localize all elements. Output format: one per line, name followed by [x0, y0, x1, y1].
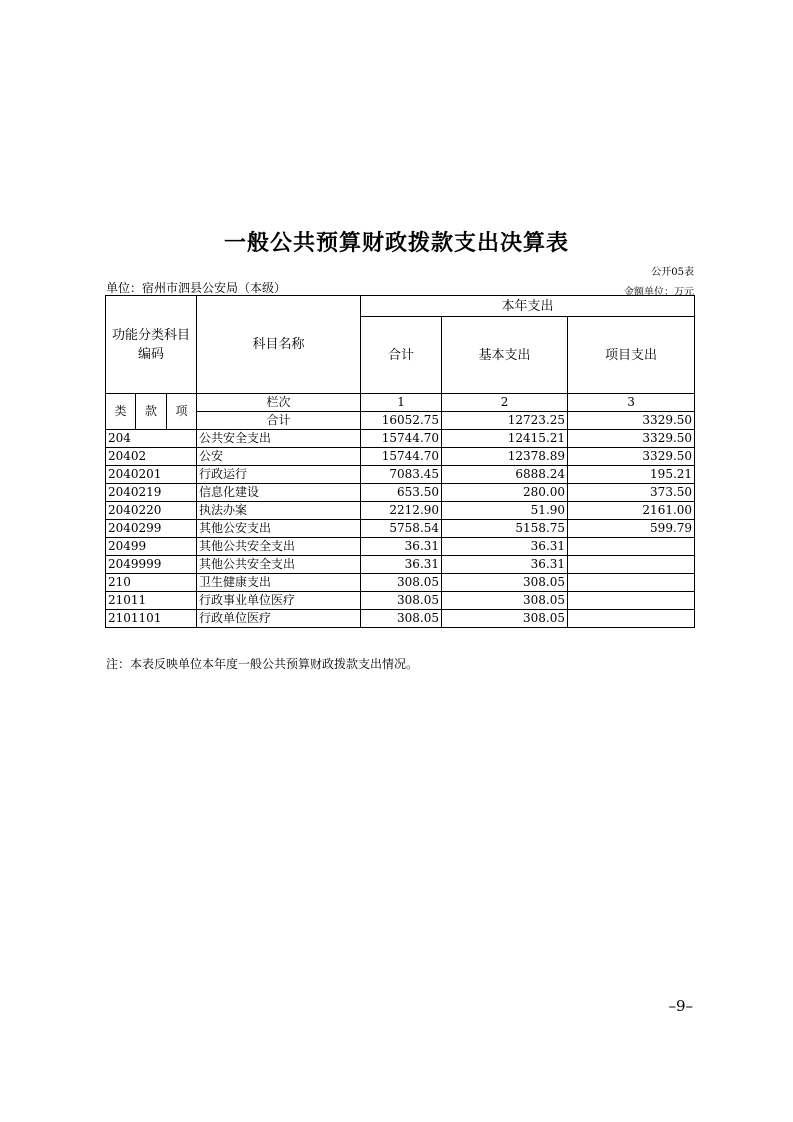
- total-amount: 16052.75: [361, 412, 442, 430]
- row-basic: 6888.24: [442, 466, 568, 484]
- row-basic: 5158.75: [442, 520, 568, 538]
- table-row: [106, 574, 695, 592]
- row-code: 20402: [106, 448, 197, 466]
- table-note: 注：本表反映单位本年度一般公共预算财政拨款支出情况。: [106, 657, 419, 671]
- row-total: 308.05: [361, 592, 442, 610]
- row-project: 599.79: [568, 520, 695, 538]
- header-code-group: 功能分类科目编码: [106, 296, 197, 394]
- row-code: 2101101: [106, 610, 197, 628]
- total-basic: 12723.25: [442, 412, 568, 430]
- row-basic: 308.05: [442, 592, 568, 610]
- total-project: 3329.50: [568, 412, 695, 430]
- header-subject-name: 科目名称: [197, 296, 361, 394]
- row-basic: 308.05: [442, 574, 568, 592]
- table-row: [106, 556, 695, 574]
- row-total: 5758.54: [361, 520, 442, 538]
- row-code: 2040201: [106, 466, 197, 484]
- row-project: [568, 610, 695, 628]
- row-project: 3329.50: [568, 448, 695, 466]
- row-total: 7083.45: [361, 466, 442, 484]
- row-project: [568, 538, 695, 556]
- row-code: 2040299: [106, 520, 197, 538]
- column-index-3: 3: [568, 394, 695, 412]
- row-total: 15744.70: [361, 448, 442, 466]
- row-name: 卫生健康支出: [197, 574, 361, 592]
- row-name: 其他公共安全支出: [197, 556, 361, 574]
- row-code: 204: [106, 430, 197, 448]
- row-name: 行政单位医疗: [197, 610, 361, 628]
- header-lei: 类: [106, 394, 136, 430]
- table-row: [106, 448, 695, 466]
- header-basic-expense: 基本支出: [442, 317, 568, 394]
- expenditure-table: [105, 295, 695, 628]
- row-name: 行政事业单位医疗: [197, 592, 361, 610]
- row-name: 公共安全支出: [197, 430, 361, 448]
- row-code: 2040219: [106, 484, 197, 502]
- column-index-1: 1: [361, 394, 442, 412]
- header-total: 合计: [361, 317, 442, 394]
- amount-unit-label: 金额单位：万元: [624, 287, 694, 298]
- row-code: 2040220: [106, 502, 197, 520]
- row-project: 2161.00: [568, 502, 695, 520]
- table-row: [106, 430, 695, 448]
- row-name: 其他公共安全支出: [197, 538, 361, 556]
- row-basic: 36.31: [442, 538, 568, 556]
- row-basic: 51.90: [442, 502, 568, 520]
- unit-label: 单位：宿州市泗县公安局（本级）: [106, 281, 287, 295]
- row-basic: 308.05: [442, 610, 568, 628]
- column-index-2: 2: [442, 394, 568, 412]
- row-total: 308.05: [361, 574, 442, 592]
- table-number: 公开05表: [651, 267, 694, 278]
- total-label: 合计: [197, 412, 361, 430]
- row-project: [568, 556, 695, 574]
- table-row: [106, 484, 695, 502]
- header-project-expense: 项目支出: [568, 317, 695, 394]
- row-basic: 12415.21: [442, 430, 568, 448]
- row-name: 执法办案: [197, 502, 361, 520]
- row-total: 308.05: [361, 610, 442, 628]
- page-number: –9–: [668, 997, 693, 1015]
- row-total: 15744.70: [361, 430, 442, 448]
- table-row: [106, 538, 695, 556]
- row-name: 信息化建设: [197, 484, 361, 502]
- table-row: [106, 592, 695, 610]
- row-basic: 12378.89: [442, 448, 568, 466]
- row-total: 36.31: [361, 538, 442, 556]
- row-name: 行政运行: [197, 466, 361, 484]
- row-project: [568, 574, 695, 592]
- row-basic: 280.00: [442, 484, 568, 502]
- page-title: 一般公共预算财政拨款支出决算表: [223, 231, 569, 256]
- row-code: 2049999: [106, 556, 197, 574]
- header-column-index: 栏次: [197, 394, 361, 412]
- row-name: 公安: [197, 448, 361, 466]
- row-project: [568, 592, 695, 610]
- row-basic: 36.31: [442, 556, 568, 574]
- row-code: 20499: [106, 538, 197, 556]
- row-name: 其他公安支出: [197, 520, 361, 538]
- table-row: [106, 520, 695, 538]
- row-total: 2212.90: [361, 502, 442, 520]
- row-project: 3329.50: [568, 430, 695, 448]
- row-total: 653.50: [361, 484, 442, 502]
- header-kuan: 款: [136, 394, 167, 430]
- row-project: 373.50: [568, 484, 695, 502]
- header-year-expense: 本年支出: [361, 296, 695, 317]
- row-project: 195.21: [568, 466, 695, 484]
- row-code: 210: [106, 574, 197, 592]
- table-row: [106, 502, 695, 520]
- header-xiang: 项: [167, 394, 197, 430]
- row-code: 21011: [106, 592, 197, 610]
- table-row: [106, 610, 695, 628]
- table-row: [106, 466, 695, 484]
- row-total: 36.31: [361, 556, 442, 574]
